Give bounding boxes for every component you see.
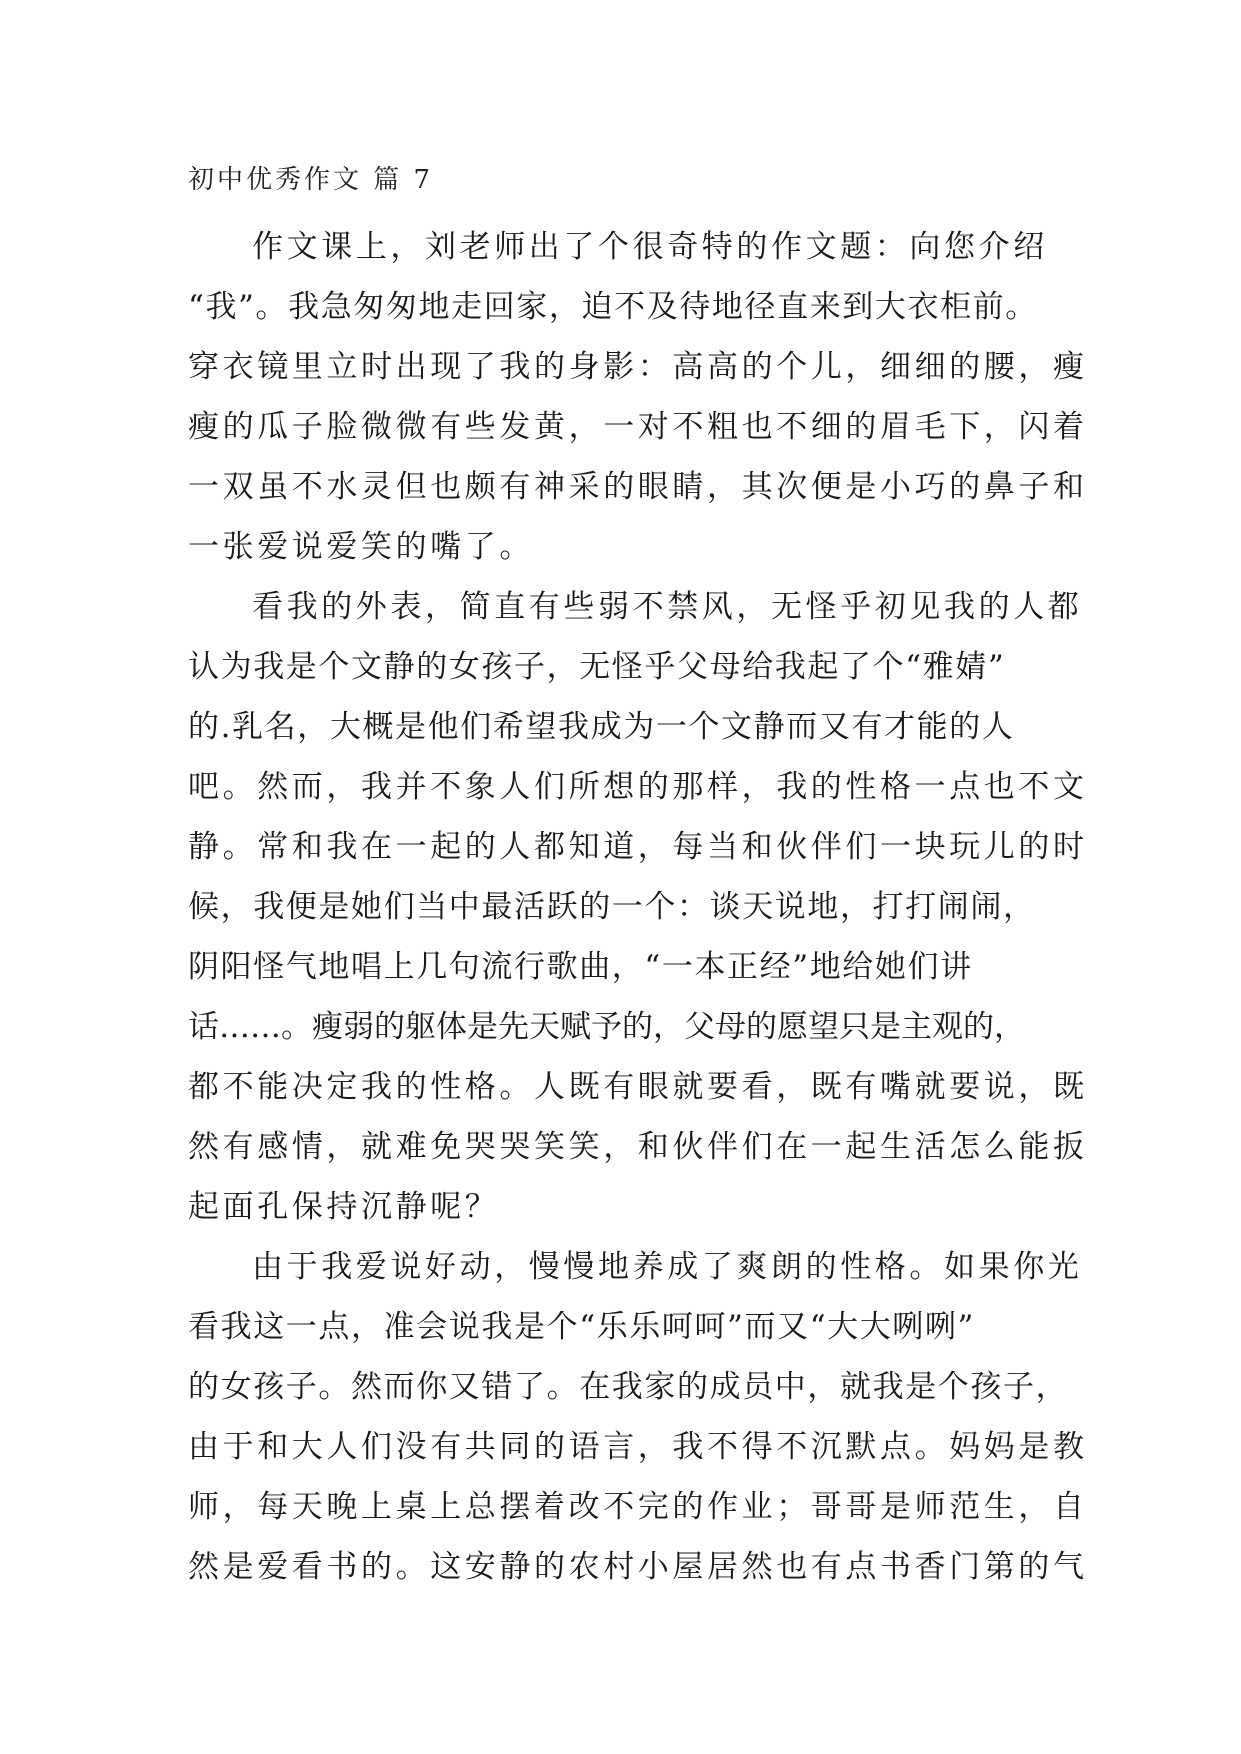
- paragraph-1-line-1: 作文课上，刘老师出了个很奇特的作文题：向您介绍: [252, 229, 1048, 265]
- paragraph-2-line-2: 认为我是个文静的女孩子，无怪乎父母给我起了个“雅婧”: [188, 649, 1006, 685]
- paragraph-2-line-4: 吧。然而，我并不象人们所想的那样，我的性格一点也不文: [188, 769, 1088, 805]
- paragraph-2-line-3: 的.乳名，大概是他们希望我成为一个文静而又有才能的人: [188, 709, 1015, 745]
- paragraph-3-line-6: 然是爱看书的。这安静的农村小屋居然也有点书香门第的气: [188, 1549, 1088, 1585]
- paragraph-3-line-1: 由于我爱说好动，慢慢地养成了爽朗的性格。如果你光: [252, 1249, 1083, 1285]
- paragraph-2-line-5: 静。常和我在一起的人都知道，每当和伙伴们一块玩儿的时: [188, 829, 1088, 865]
- paragraph-3-line-4: 由于和大人们没有共同的语言，我不得不沉默点。妈妈是教: [188, 1429, 1088, 1465]
- paragraph-2-line-10: 然有感情，就难免哭哭笑笑，和伙伴们在一起生活怎么能扳: [188, 1129, 1088, 1165]
- paragraph-3-line-3: 的女孩子。然而你又错了。在我家的成员中，就我是个孩子，: [188, 1369, 1069, 1405]
- paragraph-1-line-5: 一双虽不水灵但也颇有神采的眼睛，其次便是小巧的鼻子和: [188, 469, 1088, 505]
- paragraph-1-line-3: 穿衣镜里立时出现了我的身影：高高的个儿，细细的腰，瘦: [188, 349, 1088, 385]
- paragraph-1-line-4: 瘦的瓜子脸微微有些发黄，一对不粗也不细的眉毛下，闪着: [188, 409, 1088, 445]
- paragraph-3-line-2: 看我这一点，准会说我是个“乐乐呵呵”而又“大大咧咧”: [188, 1309, 975, 1345]
- paragraph-2-line-1: 看我的外表，简直有些弱不禁风，无怪乎初见我的人都: [252, 589, 1083, 625]
- paragraph-2-line-11: 起面孔保持沉静呢？: [188, 1189, 500, 1225]
- paragraph-2-line-8: 话……。瘦弱的躯体是先天赋予的，父母的愿望只是主观的，: [188, 1009, 1025, 1045]
- paragraph-2-line-7: 阴阳怪气地唱上几句流行歌曲，“一本正经”地给她们讲: [188, 949, 973, 985]
- paragraph-3-line-5: 师，每天晚上桌上总摆着改不完的作业；哥哥是师范生，自: [188, 1489, 1088, 1525]
- paragraph-1-line-2: “我”。我急匆匆地走回家，迫不及待地径直来到大衣柜前。: [188, 289, 1038, 325]
- essay-heading: 初中优秀作文 篇 7: [188, 165, 434, 195]
- paragraph-1-line-6: 一张爱说爱笑的嘴了。: [188, 529, 534, 565]
- essay-body: [188, 217, 1188, 1597]
- paragraph-2-line-9: 都不能决定我的性格。人既有眼就要看，既有嘴就要说，既: [188, 1069, 1088, 1105]
- paragraph-2-line-6: 候，我便是她们当中最活跃的一个：谈天说地，打打闹闹，: [188, 889, 1036, 925]
